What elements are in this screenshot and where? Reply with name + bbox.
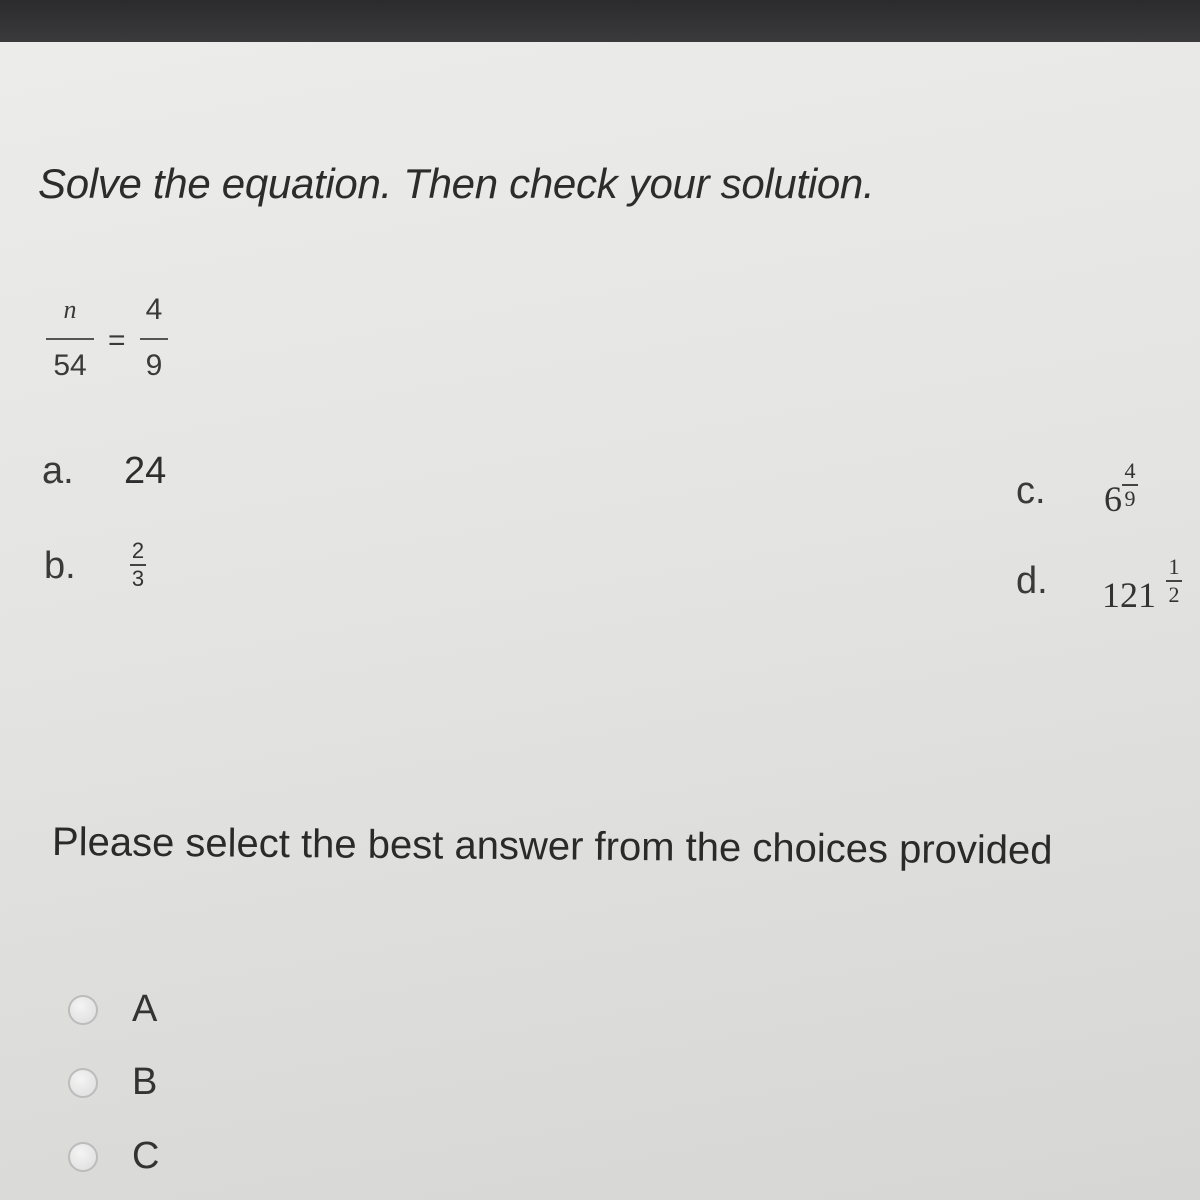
choice-c-denominator: 9 xyxy=(1124,486,1136,511)
choice-d-numerator: 1 xyxy=(1168,554,1180,579)
equation-left-denominator: 54 xyxy=(53,349,87,382)
equation-right-fraction xyxy=(140,292,168,384)
choice-a-letter: a. xyxy=(42,450,74,492)
choice-d-denominator: 2 xyxy=(1168,582,1180,607)
equation-left-fraction xyxy=(46,292,94,384)
fraction-bar xyxy=(46,338,94,340)
choice-c-whole: 6 xyxy=(1104,479,1122,519)
choice-b-letter: b. xyxy=(44,545,76,587)
equation-left-numerator: n xyxy=(63,295,77,324)
choice-c-letter: c. xyxy=(1016,470,1046,512)
instruction-text: Please select the best answer from the choices provided xyxy=(51,820,1053,873)
top-bar xyxy=(0,0,1200,42)
answer-option-label[interactable]: C xyxy=(132,1135,160,1177)
radio-button-b[interactable] xyxy=(68,1068,98,1098)
answer-option-c[interactable] xyxy=(68,1135,159,1178)
question-page xyxy=(0,42,1200,1200)
answer-option-a[interactable] xyxy=(68,988,157,1031)
choice-b-fraction xyxy=(130,540,146,590)
answer-option-b[interactable] xyxy=(68,1061,157,1104)
radio-button-a[interactable] xyxy=(68,995,98,1025)
choice-c-fraction xyxy=(1122,460,1138,510)
equation xyxy=(40,292,190,404)
choice-c-numerator: 4 xyxy=(1124,458,1136,483)
equation-right-numerator: 4 xyxy=(145,293,163,326)
choice-d-whole: 121 xyxy=(1102,575,1156,615)
answer-option-label[interactable]: A xyxy=(132,988,158,1030)
choice-a-value: 24 xyxy=(124,450,167,492)
choice-b-denominator: 3 xyxy=(131,566,145,591)
answer-option-label[interactable]: B xyxy=(132,1061,158,1103)
choice-d-letter: d. xyxy=(1016,560,1048,602)
choice-d-fraction xyxy=(1166,556,1182,606)
radio-button-c[interactable] xyxy=(68,1142,98,1172)
question-title: Solve the equation. Then check your solution. xyxy=(38,160,875,207)
equals-sign: = xyxy=(108,324,126,357)
equation-right-denominator: 9 xyxy=(145,349,163,382)
choice-b-numerator: 2 xyxy=(131,538,145,563)
fraction-bar xyxy=(140,338,168,340)
